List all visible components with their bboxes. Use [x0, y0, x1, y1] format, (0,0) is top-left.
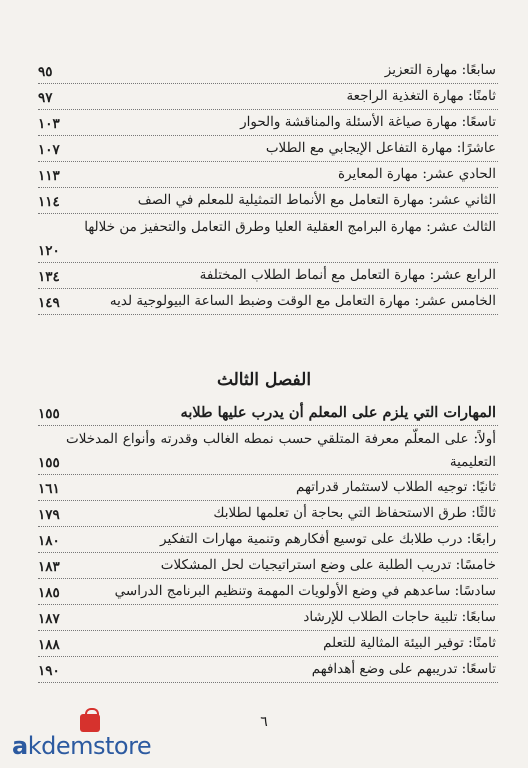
toc-entry-page: ١٨٥ — [38, 585, 64, 601]
toc-entry — [38, 136, 498, 162]
toc-list-bottom — [38, 400, 498, 683]
toc-entry-title: الثالث عشر: مهارة البرامج العقلية العليا وطرق التعامل والتحفيز من خلالها — [80, 216, 496, 239]
shopping-bag-icon — [80, 714, 100, 732]
toc-entry-page: ١٦١ — [38, 481, 64, 497]
toc-entry — [38, 501, 498, 527]
toc-entry-page: ١٥٥ — [38, 406, 64, 422]
toc-entry-page: ١١٣ — [38, 168, 64, 184]
toc-entry-page: ١٨٧ — [38, 611, 64, 627]
toc-entry — [38, 162, 498, 188]
toc-entry-page: ١٧٩ — [38, 507, 64, 523]
toc-entry-page: ١١٤ — [38, 194, 64, 210]
toc-entry — [38, 188, 498, 214]
toc-entry-title: الرابع عشر: مهارة التعامل مع أنماط الطلاب المختلفة — [196, 267, 496, 283]
toc-entry-title: سابعًا: تلبية حاجات الطلاب للإرشاد — [299, 609, 496, 625]
toc-list-top — [38, 58, 498, 315]
toc-entry-page: ١٠٣ — [38, 116, 64, 132]
toc-entry-page: ١٣٤ — [38, 269, 64, 285]
toc-entry-title: ثالثًا: طرق الاستحفاظ التي بحاجة أن تعلمها لطلابك — [209, 505, 496, 521]
toc-entry-title: ثامنًا: توفير البيئة المثالية للتعلم — [319, 635, 496, 651]
toc-entry — [38, 214, 498, 263]
toc-entry-title: ثانيًا: توجيه الطلاب لاستثمار قدراتهم — [292, 479, 496, 495]
toc-entry-title: الثاني عشر: مهارة التعامل مع الأنماط التمثيلية للمعلم في الصف — [134, 192, 496, 208]
toc-entry — [38, 263, 498, 289]
toc-entry-title: رابعًا: درب طلابك على توسيع أفكارهم وتنمية مهارات التفكير — [156, 531, 496, 547]
toc-entry-title: أولاً: على المعلّم معرفة المتلقي حسب نمطه الغالب وقدرته وأنواع المدخلات التعليمية — [62, 428, 496, 474]
page-number: ٦ — [260, 714, 268, 730]
toc-entry-page: ١٩٠ — [38, 663, 64, 679]
toc-entry-title: الحادي عشر: مهارة المعايرة — [334, 166, 496, 182]
toc-entry-title: خامسًا: تدريب الطلبة على وضع استراتيجيات لحل المشكلات — [157, 557, 496, 573]
toc-entry — [38, 579, 498, 605]
toc-entry — [38, 527, 498, 553]
toc-entry-page: ١٠٧ — [38, 142, 64, 158]
toc-entry-page: ٩٥ — [38, 64, 57, 80]
store-logo — [12, 714, 202, 762]
toc-entry — [38, 58, 498, 84]
toc-entry — [38, 475, 498, 501]
toc-entry — [38, 110, 498, 136]
chapter-heading: الفصل الثالث — [216, 370, 312, 390]
toc-entry-title: الخامس عشر: مهارة التعامل مع الوقت وضبط الساعة البيولوجية لديه — [106, 293, 496, 309]
toc-entry — [38, 400, 498, 426]
logo-wordmark: akdemstore — [12, 732, 152, 760]
toc-entry-page: ١٢٠ — [38, 243, 64, 259]
toc-entry — [38, 426, 498, 475]
toc-entry-page: ٩٧ — [38, 90, 57, 106]
toc-entry-page: ١٨٣ — [38, 559, 64, 575]
toc-entry-page: ١٨٠ — [38, 533, 64, 549]
toc-entry-title: سادسًا: ساعدهم في وضع الأولويات المهمة وتنظيم البرنامج الدراسي — [111, 583, 496, 599]
toc-entry — [38, 631, 498, 657]
toc-entry-page: ١٥٥ — [38, 455, 64, 471]
toc-entry-title: عاشرًا: مهارة التفاعل الإيجابي مع الطلاب — [262, 140, 496, 156]
toc-entry-title: سابعًا: مهارة التعزيز — [381, 62, 496, 78]
toc-entry — [38, 84, 498, 110]
toc-entry-title: تاسعًا: تدريبهم على وضع أهدافهم — [308, 661, 496, 677]
toc-entry-page: ١٤٩ — [38, 295, 64, 311]
toc-entry-title: المهارات التي يلزم على المعلم أن يدرب عليها طلابه — [177, 404, 496, 421]
toc-entry-title: ثامنًا: مهارة التغذية الراجعة — [342, 88, 496, 104]
toc-entry — [38, 605, 498, 631]
toc-entry — [38, 657, 498, 683]
toc-entry-page: ١٨٨ — [38, 637, 64, 653]
toc-entry — [38, 289, 498, 315]
toc-entry — [38, 553, 498, 579]
toc-entry-title: تاسعًا: مهارة صياغة الأسئلة والمناقشة والحوار — [236, 114, 496, 130]
